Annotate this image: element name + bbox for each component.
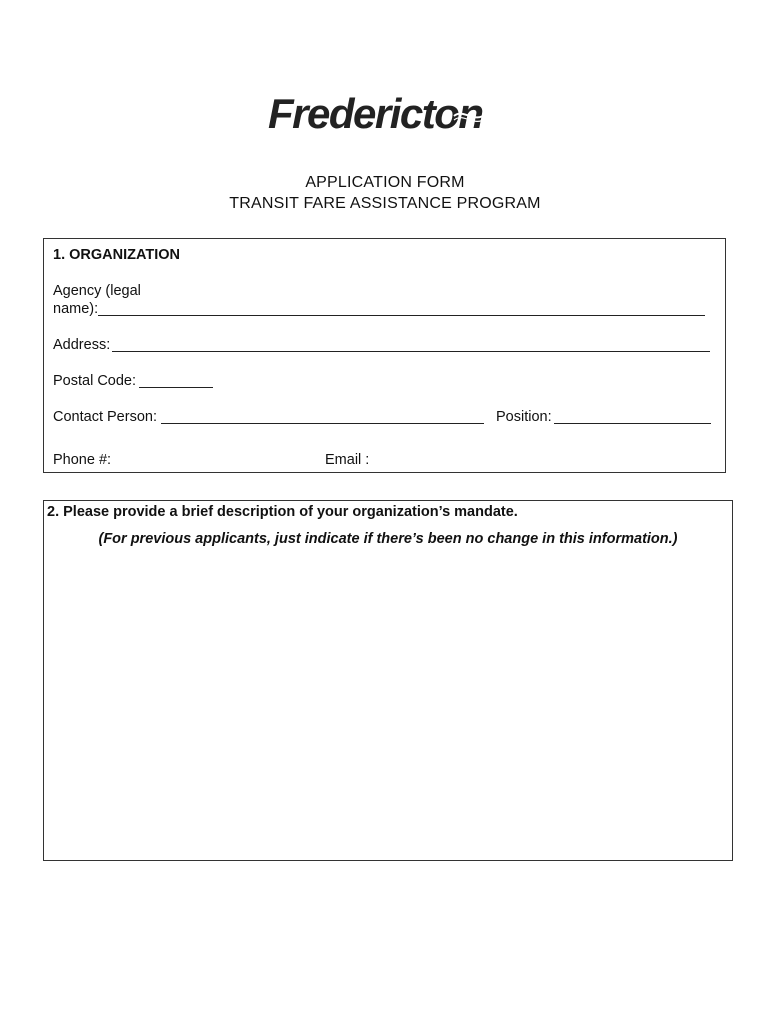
- logo-wordmark: Fredericton: [268, 90, 483, 136]
- agency-name-field[interactable]: [98, 315, 705, 316]
- organization-heading: 1. ORGANIZATION: [53, 247, 181, 263]
- mandate-section[interactable]: [43, 500, 733, 861]
- program-title: TRANSIT FARE ASSISTANCE PROGRAM: [229, 195, 541, 212]
- address-field[interactable]: [112, 351, 710, 352]
- email-label: Email :: [325, 452, 370, 468]
- logo-graphic: [268, 88, 508, 136]
- fredericton-logo: [268, 88, 508, 136]
- address-label: Address:: [53, 337, 111, 353]
- contact-person-field[interactable]: [161, 423, 484, 424]
- position-label: Position:: [496, 409, 552, 425]
- contact-person-label: Contact Person:: [53, 409, 157, 425]
- postal-code-label: Postal Code:: [53, 373, 137, 389]
- position-field[interactable]: [554, 423, 711, 424]
- phone-label: Phone #:: [53, 452, 112, 468]
- mandate-note: (For previous applicants, just indicate if there’s been no change in this information.): [98, 531, 678, 547]
- postal-code-field[interactable]: [139, 387, 213, 388]
- mandate-heading: 2. Please provide a brief description of your organization’s mandate.: [47, 504, 518, 520]
- agency-label-line2: name):: [53, 301, 99, 317]
- agency-label-line1: Agency (legal: [53, 283, 141, 299]
- form-title: APPLICATION FORM: [305, 174, 465, 191]
- organization-section: [43, 238, 726, 473]
